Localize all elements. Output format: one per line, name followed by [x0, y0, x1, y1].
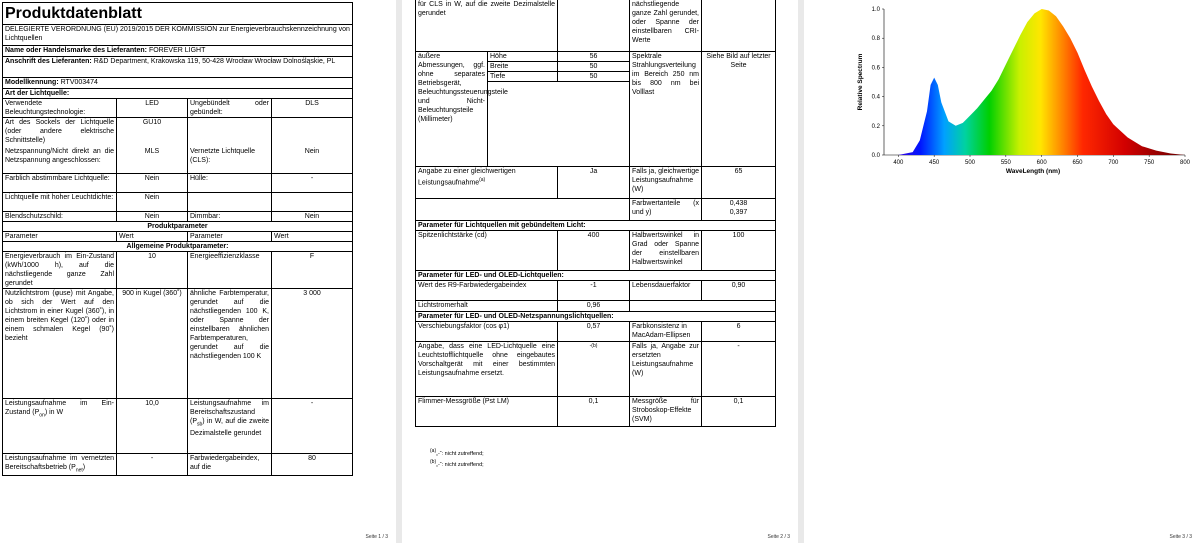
color-cons-label: Farbkonsistenz in MacAdam-Ellipsen	[630, 321, 702, 341]
dls-params-header: Parameter für Lichtquellen mit gebündeltem Licht:	[416, 220, 776, 230]
netstandby-unit: )	[82, 464, 86, 471]
dimmable-value: Nein	[272, 212, 353, 222]
supplier-address-value: R&D Department, Krakowska 119, 50-428 Wrocław Wrocław Dolnośląskie, PL	[93, 58, 336, 65]
power-on-text: Leistungsaufnahme im Ein-Zustand (P	[5, 400, 114, 416]
flicker-value: 0,1	[558, 396, 630, 426]
model-value: RTV003474	[60, 79, 98, 86]
energy-class-value: F	[272, 252, 353, 289]
supplier-name-row	[3, 46, 353, 57]
netstandby-sub: net	[75, 467, 83, 474]
chroma-x: 0,438	[729, 199, 748, 207]
technology-value: LED	[117, 99, 188, 118]
led-params-header: Parameter für LED- und OLED-Lichtquellen:	[416, 270, 776, 280]
energy-consumption-label: Energieverbrauch im Ein-Zustand (kWh/1000 h), auf die nächstliegende ganze Zahl gerundet	[3, 252, 117, 289]
connected-value: Nein	[304, 148, 320, 155]
netstandby-label	[3, 454, 117, 476]
x-tick-label: 450	[929, 160, 940, 166]
datasheet-table-1	[2, 2, 353, 476]
mains-value: MLS	[144, 148, 160, 155]
spd-value: Siehe Bild auf letzter Seite	[702, 51, 776, 166]
depth-label: Tiefe	[488, 71, 558, 81]
tunable-label: Farblich abstimmbare Lichtquelle:	[3, 174, 117, 193]
supplier-name-label: Name oder Handelsmarke des Lieferanten:	[5, 47, 147, 54]
page-1	[0, 0, 396, 543]
col-param-2: Parameter	[188, 232, 272, 242]
spd-label: Spektrale Strahlungsverteilung im Bereich 250 nm bis 800 nm bei Volllast	[630, 51, 702, 166]
spectrum-chart	[804, 0, 1200, 190]
mains-label: Netzspannung/Nicht direkt an die Netzspannung angeschlossen:	[5, 148, 114, 164]
footnote-a	[430, 448, 484, 457]
footnote-b-mark: (b)	[430, 459, 437, 465]
standby-value: -	[272, 399, 353, 454]
empty-cell	[272, 193, 353, 212]
mls-params-header: Parameter für LED- und OLED-Netzspannungslichtquellen:	[416, 311, 776, 321]
lifetime-value: 0,90	[702, 280, 776, 300]
netstandby-value: -	[117, 454, 188, 476]
light-source-type-header: Art der Lichtquelle:	[3, 89, 353, 99]
envelope-value: -	[272, 174, 353, 193]
envelope-label: Hülle:	[188, 174, 272, 193]
height-label: Höhe	[488, 51, 558, 61]
empty-cell	[630, 300, 776, 311]
x-tick-label: 500	[964, 160, 976, 166]
power-on-unit: ) in W	[44, 409, 64, 416]
datasheet-table-2	[415, 0, 776, 427]
regulation-text: DELEGIERTE VERORDNUNG (EU) 2019/2015 DER KOMMISSION zur Energieverbrauchskennzeichnung von Lichtquellen	[3, 25, 353, 46]
page-3	[804, 0, 1200, 543]
empty-cell	[416, 198, 630, 220]
standby-label	[188, 399, 272, 454]
spectrum-area	[884, 9, 1185, 155]
energy-class-label: Energieeffizienzklasse	[188, 252, 272, 289]
supplier-name-value: FOREVER LIGHT	[148, 47, 206, 54]
replace-power-value: -	[702, 341, 776, 396]
page-number: Seite 1 / 3	[365, 534, 388, 540]
replace-sup: (b)	[591, 342, 598, 349]
empty-cell	[702, 0, 776, 51]
replace-power-label: Falls ja, Angabe zur ersetzten Leistungsaufnahme (W)	[630, 341, 702, 396]
socket-mains-values	[117, 118, 188, 174]
footnote-b-text: „-“: nicht zutreffend;	[436, 461, 484, 468]
antiglare-label: Blendschutzschild:	[3, 212, 117, 222]
high-lum-value: Nein	[117, 193, 188, 212]
page-title: Produktdatenblatt	[3, 3, 353, 25]
disp-value: 0,57	[558, 321, 630, 341]
cri-label: Farbwiedergabeindex, auf die	[188, 454, 272, 476]
technology-label: Verwendete Beleuchtungstechnologie:	[3, 99, 117, 118]
lifetime-label: Lebensdauerfaktor	[630, 280, 702, 300]
beam-label: Halbwertswinkel in Grad oder Spanne der einstellbaren Halbwertswinkel	[630, 230, 702, 270]
x-tick-label: 800	[1179, 160, 1191, 166]
replace-label: Angabe, dass eine LED-Lichtquelle eine Leuchtstofflichtquelle ohne eingebautes Vorschaltgerät mit einer bestimmten Leistungsaufnahme ersetzt.	[416, 341, 558, 396]
r9-label: Wert des R9-Farbwiedergabeindex	[416, 280, 558, 300]
standby-sub: sb	[197, 421, 203, 428]
dimmable-label: Dimmbar:	[188, 212, 272, 222]
power-on-value: 10,0	[117, 399, 188, 454]
peak-value: 400	[558, 230, 630, 270]
cont-left: für CLS in W, auf die zweite Dezimalstelle gerundet	[416, 0, 558, 51]
color-cons-value: 6	[702, 321, 776, 341]
nondirectional-label: Ungebündelt oder gebündelt:	[188, 99, 272, 118]
x-tick-label: 750	[1144, 160, 1155, 166]
y-axis-label: Relative Spectrum	[857, 53, 864, 111]
flux-value: 900 in Kugel (360˚)	[117, 289, 188, 399]
equiv-power-label: Falls ja, gleichwertige Leistungsaufnahme (W)	[630, 166, 702, 198]
peak-label: Spitzenlichtstärke (cd)	[416, 230, 558, 270]
y-tick-label: 0.8	[871, 36, 880, 43]
col-value-1: Wert	[117, 232, 188, 242]
y-tick-label: 0.2	[871, 123, 880, 130]
height-value: 56	[558, 51, 630, 61]
dims-label: äußere Abmessungen, ggf. ohne separates Betriebsgerät, Beleuchtungssteuerungsteile und Nicht-Beleuchtungsteile (Millimeter)	[416, 51, 488, 166]
replace-value: -	[589, 342, 592, 349]
antiglare-value: Nein	[117, 212, 188, 222]
supplier-address-label: Anschrift des Lieferanten:	[5, 58, 92, 65]
equiv-sup: (a)	[479, 176, 486, 183]
y-tick-label: 0.4	[871, 94, 880, 101]
model-row	[3, 78, 353, 89]
disp-label: Verschiebungsfaktor (cos φ1)	[416, 321, 558, 341]
chroma-values	[702, 198, 776, 220]
high-lum-label: Lichtquelle mit hoher Leuchtdichte:	[3, 193, 117, 212]
beam-value: 100	[702, 230, 776, 270]
standby-unit: ) in W, auf die zweite Dezimalstelle gerundet	[190, 418, 269, 438]
svm-value: 0,1	[702, 396, 776, 426]
svm-label: Messgröße für Stroboskop-Effekte (SVM)	[630, 396, 702, 426]
cont-right: nächstliegende ganze Zahl gerundet, oder Spanne der einstellbaren CRI-Werte	[630, 0, 702, 51]
r9-value: -1	[558, 280, 630, 300]
empty-cell	[188, 193, 272, 212]
page-2	[402, 0, 798, 543]
x-tick-label: 650	[1072, 160, 1083, 166]
x-axis-label: WaveLength (nm)	[1005, 168, 1061, 175]
footnote-a-text: „-“: nicht zutreffend;	[436, 450, 484, 457]
chroma-label: Farbwertanteile (x und y)	[630, 198, 702, 220]
equiv-power-value: 65	[702, 166, 776, 198]
cct-label: ähnliche Farbtemperatur, gerundet auf die nächstliegenden 100 K, oder Spanne der einstellbaren ähnlichen Farbtemperaturen, gerundet auf die nächstliegenden 100 K	[188, 289, 272, 399]
supplier-address-row	[3, 57, 353, 78]
maintenance-value: 0,96	[558, 300, 630, 311]
page-number: Seite 2 / 3	[767, 534, 790, 540]
model-label: Modellkennung:	[5, 79, 59, 86]
connected-label: Vernetzte Lichtquelle (CLS):	[190, 148, 255, 164]
col-value-2: Wert	[272, 232, 353, 242]
netstandby-text: Leistungsaufnahme im vernetzten Bereitschaftsbetrieb (P	[5, 455, 114, 471]
socket-mains-cell	[3, 118, 117, 174]
flux-label: Nutzlichtstrom (φuse) mit Angabe, ob sich der Wert auf den Lichtstrom in einer Kugel (360˚), in einem breiten Kegel (120˚) oder in einem schmalen Kegel (90˚) bezieht	[3, 289, 117, 399]
energy-consumption-value: 10	[117, 252, 188, 289]
product-params-title: Produktparameter	[3, 222, 353, 232]
cri-value: 80	[272, 454, 353, 476]
y-tick-label: 0.6	[871, 65, 880, 72]
connected-cell	[188, 118, 272, 174]
x-tick-label: 400	[893, 160, 904, 166]
socket-label: Art des Sockels der Lichtquelle (oder andere elektrische Schnittstelle)	[5, 119, 114, 144]
x-tick-label: 550	[1000, 160, 1011, 166]
equiv-label	[416, 166, 558, 198]
general-params-header: Allgemeine Produktparameter:	[3, 242, 353, 252]
nondirectional-value: DLS	[272, 99, 353, 118]
width-label: Breite	[488, 61, 558, 71]
footnote-a-mark: (a)	[430, 448, 437, 454]
maintenance-label: Lichtstromerhalt	[416, 300, 558, 311]
x-tick-label: 600	[1036, 160, 1047, 166]
page-number: Seite 3 / 3	[1169, 534, 1192, 540]
socket-value: GU10	[142, 119, 162, 126]
power-on-sub: on	[39, 412, 45, 419]
col-param-1: Parameter	[3, 232, 117, 242]
chroma-y: 0,397	[729, 208, 748, 216]
y-tick-label: 1.0	[871, 7, 880, 13]
standby-text: Leistungsaufnahme im Bereitschaftszustand (P	[190, 400, 269, 425]
flicker-label: Flimmer-Messgröße (Pst LM)	[416, 396, 558, 426]
equiv-value: Ja	[558, 166, 630, 198]
equiv-text: Angabe zu einer gleichwertigen Leistungsaufnahme	[418, 167, 516, 186]
connected-value-cell	[272, 118, 353, 174]
empty-cell	[558, 0, 630, 51]
width-value: 50	[558, 61, 630, 71]
cct-value: 3 000	[272, 289, 353, 399]
tunable-value: Nein	[117, 174, 188, 193]
x-tick-label: 700	[1108, 160, 1119, 166]
replace-value-cell	[558, 341, 630, 396]
power-on-label	[3, 399, 117, 454]
y-tick-label: 0.0	[871, 153, 880, 159]
empty-cell	[488, 81, 630, 166]
depth-value: 50	[558, 71, 630, 81]
footnote-b	[430, 459, 484, 468]
